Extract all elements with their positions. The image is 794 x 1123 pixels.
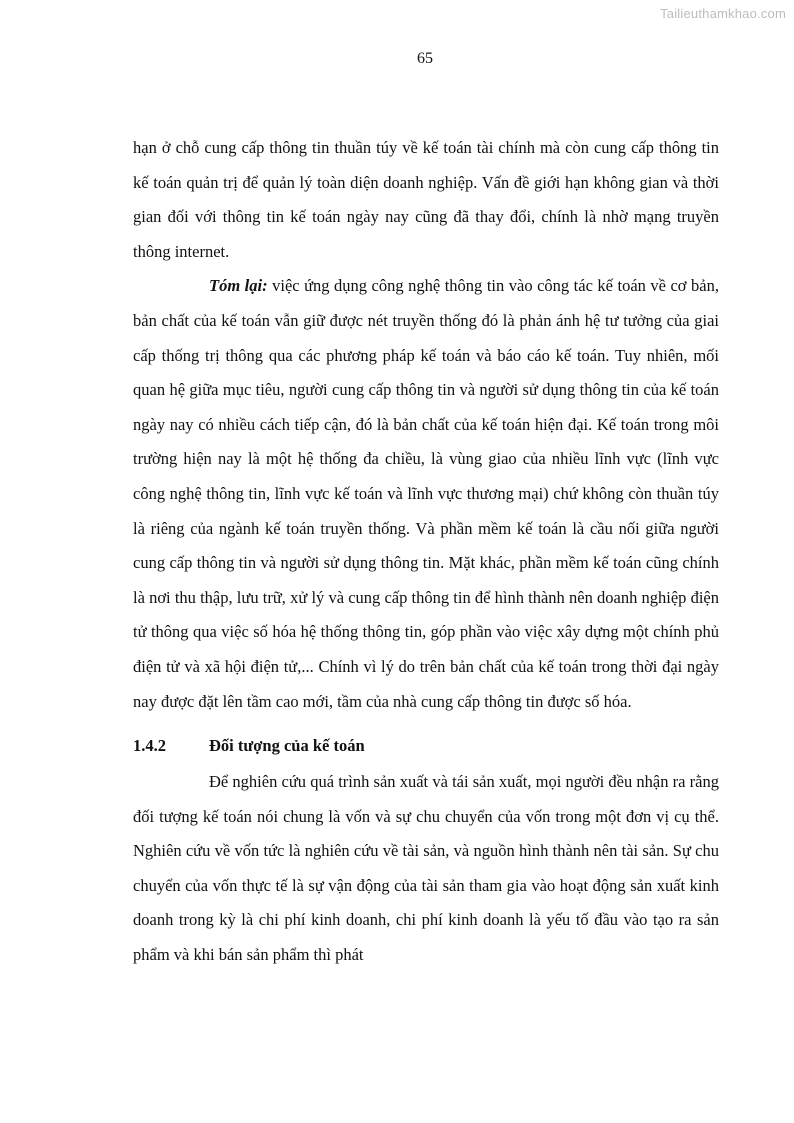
section-title: Đối tượng của kế toán — [209, 736, 365, 756]
watermark-text: Tailieuthamkhao.com — [660, 6, 786, 21]
summary-lead: Tóm lại: — [209, 276, 268, 296]
document-body — [133, 131, 719, 973]
paragraph-section-body: Để nghiên cứu quá trình sản xuất và tái sản xuất, mọi người đều nhận ra rằng đối tượng kế toán nói chung là vốn và sự chu chuyển của vốn trong một đơn vị cụ thể. Nghiên cứu về vốn tức là nghiên cứu về tài sản, và nguồn hình thành nên tài sản. Sự chu chuyển của vốn thực tế là sự vận động của tài sản tham gia vào hoạt động sản xuất kinh doanh trong kỳ là chi phí kinh doanh, chi phí kinh doanh là yếu tố đầu vào tạo ra sản phẩm và khi bán sản phẩm thì phát — [133, 772, 719, 965]
summary-body: việc ứng dụng công nghệ thông tin vào công tác kế toán về cơ bản, bản chất của kế toán vẫn giữ được nét truyền thống đó là phản ánh hệ tư tưởng của giai cấp thống trị thông qua các phương pháp kế toán và báo cáo kế toán. Tuy nhiên, mối quan hệ giữa mục tiêu, người cung cấp thông tin và người sử dụng thông tin của kế toán ngày nay có nhiều cách tiếp cận, đó là bản chất của kế toán hiện đại. Kế toán trong môi trường hiện nay là một hệ thống đa chiều, là vùng giao của nhiều lĩnh vực (lĩnh vực công nghệ thông tin, lĩnh vực kế toán và lĩnh vực thương mại) chứ không còn thuần túy là riêng của ngành kế toán truyền thống. Và phần mềm kế toán là cầu nối giữa người cung cấp thông tin và người sử dụng thông tin. Mặt khác, phần mềm kế toán cũng chính là nơi thu thập, lưu trữ, xử lý và cung cấp thông tin để hình thành nên doanh nghiệp điện tử thông qua việc số hóa hệ thống thông tin, góp phần vào việc xây dựng một chính phủ điện tử và xã hội điện tử,... Chính vì lý do trên bản chất của kế toán trong thời đại ngày nay được đặt lên tầm cao mới, tầm của nhà cung cấp thông tin được số hóa. — [133, 276, 719, 711]
section-heading — [133, 729, 719, 763]
paragraph-continuation: hạn ở chỗ cung cấp thông tin thuần túy về kế toán tài chính mà còn cung cấp thông tin kế toán quản trị để quản lý toàn diện doanh nghiệp. Vấn đề giới hạn không gian và thời gian đối với thông tin kế toán ngày nay cũng đã thay đổi, chính là nhờ mạng truyền thông internet. — [133, 138, 719, 261]
paragraph-summary — [133, 269, 719, 719]
section-number: 1.4.2 — [133, 736, 166, 756]
page-number: 65 — [417, 50, 433, 67]
